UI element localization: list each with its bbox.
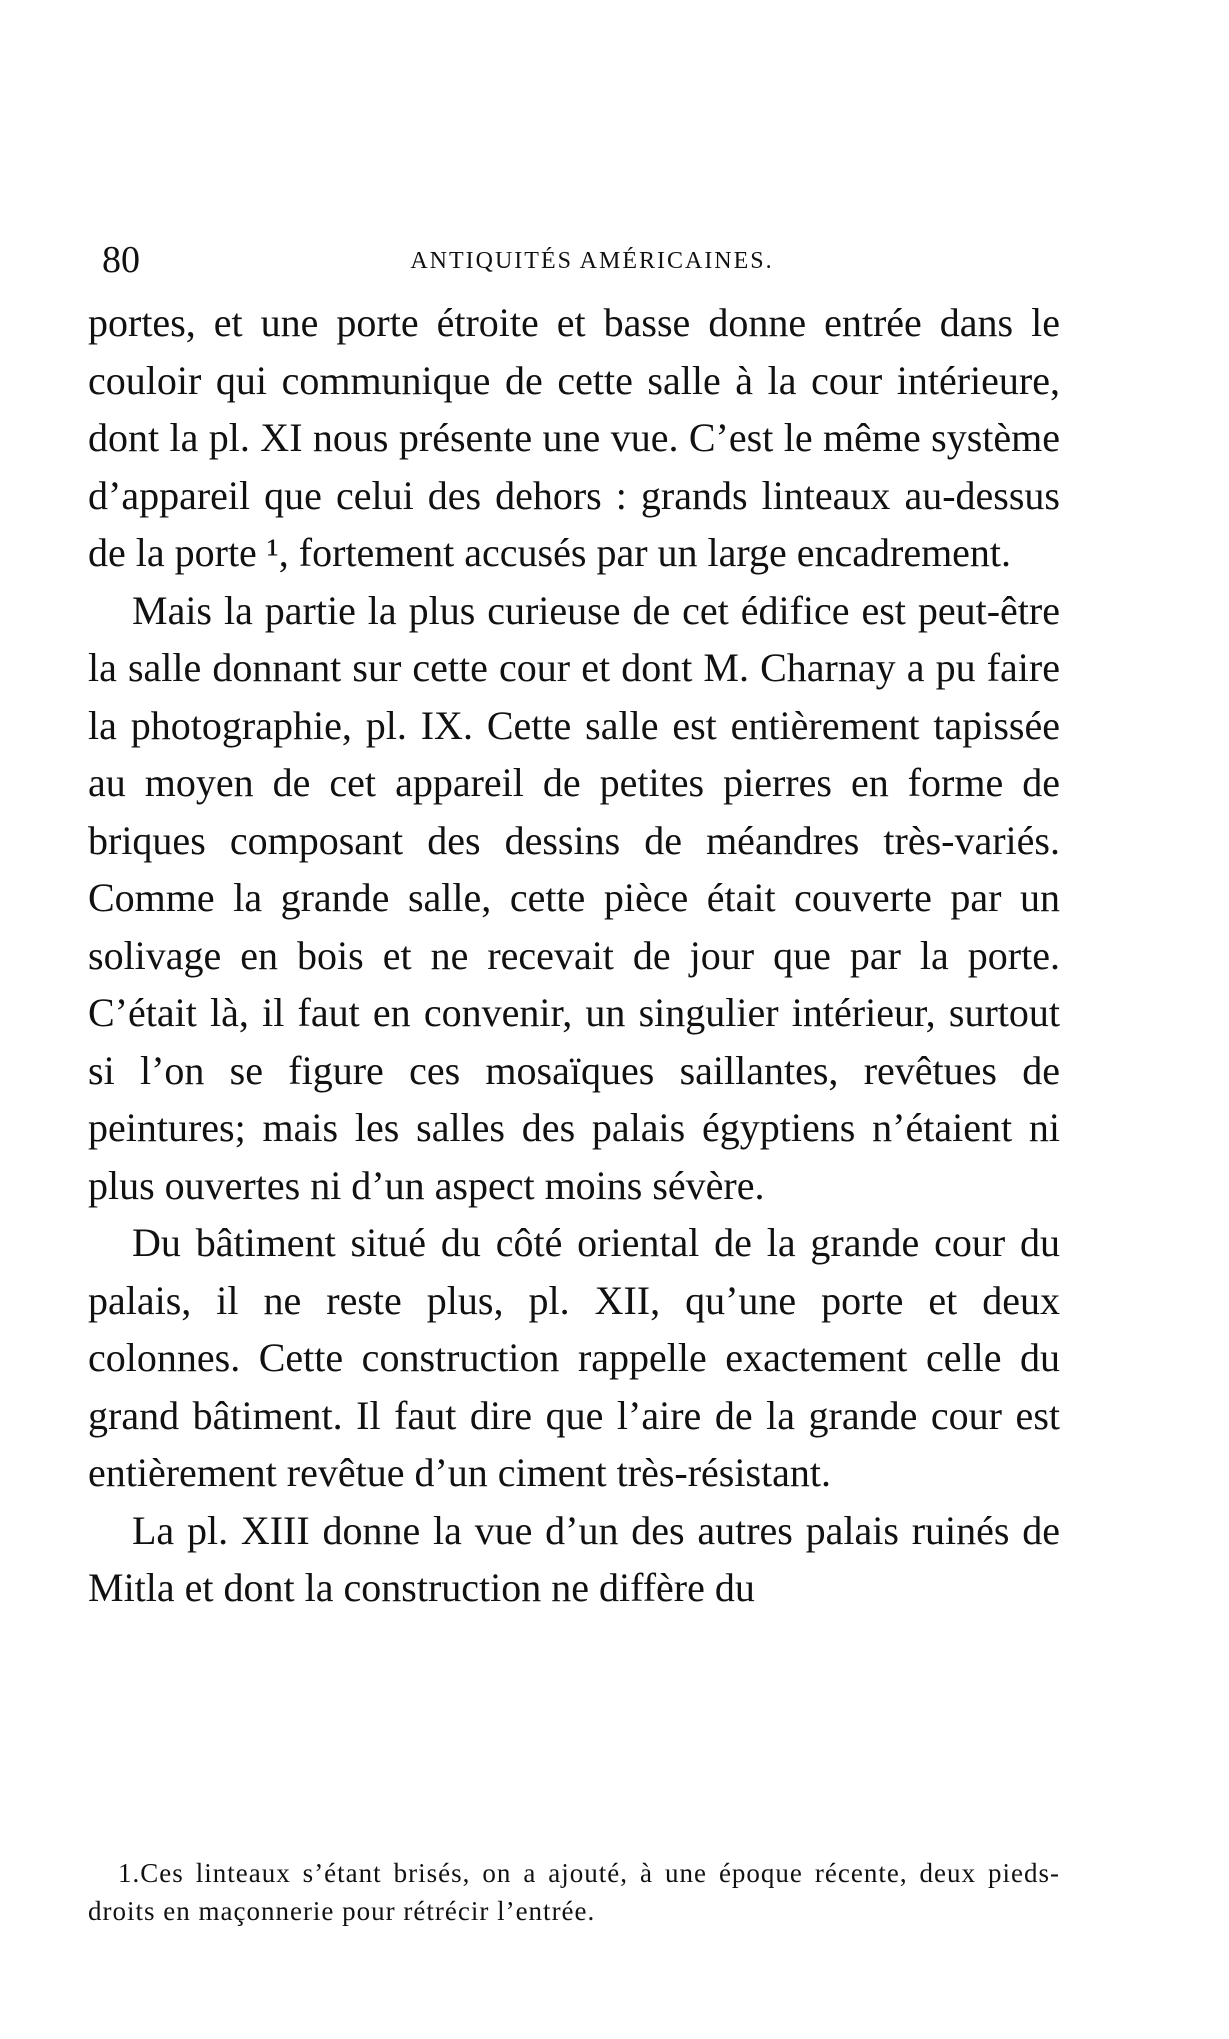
footnote-text: 1.Ces linteaux s’étant brisés, on a ajouté, à une époque récente, deux pieds-droits en maçonnerie pour rétrécir l’entrée. (88, 1858, 1060, 1926)
running-title: ANTIQUITÉS AMÉRICAINES. (410, 248, 774, 274)
footnote (88, 1854, 1060, 1930)
paragraph: portes, et une porte étroite et basse donne entrée dans le couloir qui communique de cette salle à la cour intérieure, dont la pl. XI nous présente une vue. C’est le même système d’appareil que celui des dehors : grands linteaux au-dessus de la porte ¹, fortement accusés par un large encadrement. (88, 300, 1060, 575)
body-text (88, 294, 1060, 1617)
paragraph: Du bâtiment situé du côté oriental de la grande cour du palais, il ne reste plus, pl. XII, qu’une porte et deux colonnes. Cette construction rappelle exactement celle du grand bâtiment. Il faut dire que l’aire de la grande cour est entièrement revêtue d’un ciment très-résistant. (88, 1220, 1060, 1495)
paragraph: Mais la partie la plus curieuse de cet édifice est peut-être la salle donnant sur cette cour et dont M. Charnay a pu faire la photographie, pl. IX. Cette salle est entièrement tapissée au moyen de cet appareil de petites pierres en forme de briques composant des dessins de méandres très-variés. Comme la grande salle, cette pièce était couverte par un solivage en bois et ne recevait de jour que par la porte. C’était là, il faut en convenir, un singulier intérieur, surtout si l’on se figure ces mosaïques saillantes, revêtues de peintures; mais les salles des palais égyptiens n’étaient ni plus ouvertes ni d’un aspect moins sévère. (88, 587, 1060, 1208)
page-header (102, 240, 1082, 280)
paragraph: La pl. XIII donne la vue d’un des autres palais ruinés de Mitla et dont la construction ne diffère du (88, 1507, 1060, 1610)
page-number: 80 (102, 239, 140, 281)
